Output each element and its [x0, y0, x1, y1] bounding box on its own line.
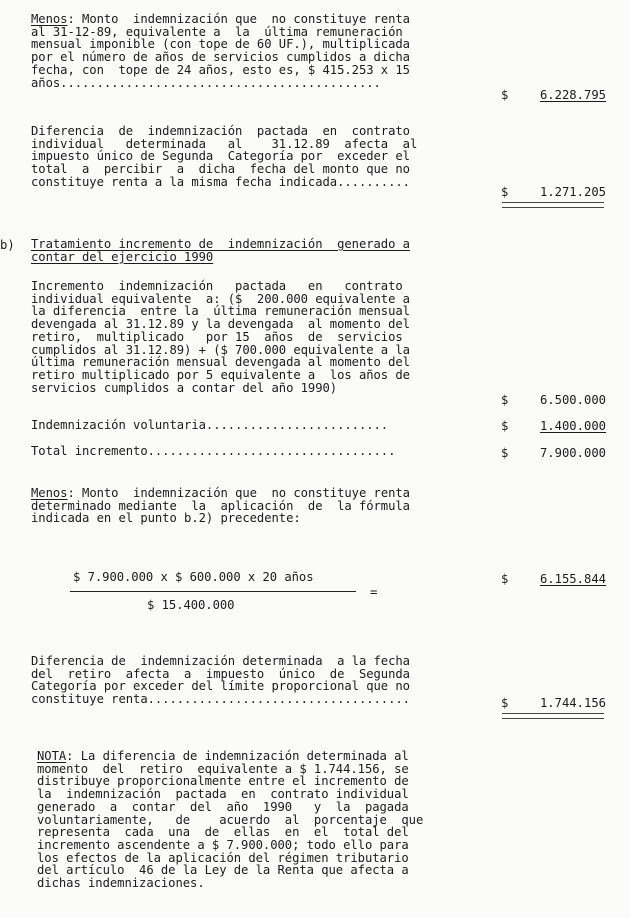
paragraph-line: distribuye proporcionalmente entre el incremento de — [37, 774, 409, 789]
paragraph-line: dichas indemnizaciones. — [37, 876, 205, 891]
paragraph-line: indicada en el punto b.2) precedente: — [31, 511, 301, 526]
paragraph-menos-formula — [31, 487, 479, 525]
paragraph-line: momento del retiro equivalente a $ 1.744.156, se — [37, 761, 409, 776]
amount-6228795 — [501, 89, 606, 141]
paragraph-line: determinado mediante la aplicación de la fórmula — [31, 498, 410, 513]
amount-value: 1.744.156 — [539, 696, 606, 710]
paragraph-line: Diferencia de indemnización determinada a la fecha — [31, 654, 410, 668]
paragraph-line: voluntariamente, de acuerdo al porcentaje que — [37, 812, 424, 827]
paragraph-line: constituye renta.................................... — [31, 692, 410, 707]
paragraph-nota — [37, 750, 485, 890]
paragraph-line: los efectos de la aplicación del régimen tributario — [37, 850, 409, 865]
paragraph-line: retiro multiplicado por 5 equivalente a los años de — [31, 367, 410, 382]
paragraph-line: Categoría por exceder del límite proporcional que no — [31, 679, 410, 694]
amount-value: 7.900.000 — [539, 446, 606, 460]
heading-line: Tratamiento incremento de indemnización generado a — [31, 237, 410, 251]
line-total-incremento — [31, 445, 479, 458]
formula-denominator: $ 15.400.000 — [147, 598, 235, 612]
paragraph-line: Menos: Monto indemnización que no constituye renta — [31, 12, 410, 26]
paragraph-line: del retiro afecta a impuesto único de Segunda — [31, 666, 410, 681]
paragraph-diferencia-determinada — [31, 655, 479, 706]
paragraph-line: NOTA: La diferencia de indemnización determinada al — [37, 749, 409, 763]
paragraph-line: la diferencia entre la última remuneración mensual — [31, 304, 410, 319]
paragraph-line: retiro, multiplicado por 15 años de servicios — [31, 329, 403, 344]
amount-value: 6.155.844 — [539, 572, 606, 586]
paragraph-line: individual equivalente a: ($ 200.000 equivalente a — [31, 291, 410, 306]
currency-symbol: $ — [501, 419, 509, 433]
paragraph-line: total a percibir a dicha fecha del monto que no — [31, 162, 410, 177]
paragraph-line: cumplidos al 31.12.89) + ($ 700.000 equivalente a la — [31, 342, 410, 357]
paragraph-menos-indemnizacion-1989 — [31, 13, 479, 89]
currency-symbol: $ — [501, 185, 509, 199]
paragraph-line: Incremento indemnización pactada en contrato — [31, 279, 403, 293]
paragraph-line: última remuneración mensual devengada al momento del — [31, 355, 410, 370]
currency-symbol: $ — [501, 446, 509, 460]
amount-1271205 — [501, 186, 606, 238]
currency-symbol: $ — [501, 572, 509, 586]
double-underline — [502, 202, 604, 208]
line-indemnizacion-voluntaria — [31, 419, 479, 432]
paragraph-line: la indemnización pactada en contrato individual — [37, 787, 409, 802]
amount-7900000 — [501, 447, 606, 499]
nota-label: NOTA — [37, 749, 67, 763]
currency-symbol: $ — [501, 88, 509, 102]
paragraph-line: Total incremento.................................. — [31, 444, 396, 458]
paragraph-line: años............................................ — [31, 75, 381, 90]
heading-line: contar del ejercicio 1990 — [31, 249, 214, 264]
menos-label: Menos — [31, 486, 68, 500]
paragraph-line: incremento ascendente a $ 7.900.000; todo ello para — [37, 837, 409, 852]
paragraph-line: devengada al 31.12.89 y la devengada al momento del — [31, 317, 410, 332]
currency-symbol: $ — [501, 696, 509, 710]
paragraph-line: generado a contar del año 1990 y la pagada — [37, 799, 409, 814]
section-heading — [31, 238, 479, 263]
amount-value: 1.271.205 — [539, 185, 606, 199]
paragraph-line: constituye renta a la misma fecha indicada.......... — [31, 174, 410, 189]
paragraph-line: Diferencia de indemnización pactada en contrato — [31, 124, 410, 138]
paragraph-line: mensual imponible (con tope de 60 UF.), multiplicada — [31, 37, 410, 52]
paragraph-line: por el número de años de servicios cumplidos a dicha — [31, 50, 410, 65]
equals-sign: = — [370, 585, 378, 599]
menos-label: Menos — [31, 12, 68, 26]
paragraph-line: Indemnización voluntaria......................... — [31, 418, 389, 432]
amount-6155844 — [501, 573, 606, 625]
paragraph-incremento-indemnizacion — [31, 280, 479, 394]
paragraph-line: del artículo 46 de la Ley de la Renta que afecta a — [37, 863, 409, 878]
paragraph-diferencia-pactada — [31, 125, 479, 189]
paragraph-line: al 31-12-89, equivalente a la última remuneración — [31, 24, 403, 39]
paragraph-line: representa cada una de ellas en el total del — [37, 825, 409, 840]
paragraph-line: servicios cumplidos a contar del año 1990) — [31, 380, 338, 395]
amount-1744156 — [501, 697, 606, 749]
paragraph-line: Menos: Monto indemnización que no constituye renta — [31, 486, 410, 500]
paragraph-line: impuesto único de Segunda Categoría por exceder el — [31, 149, 410, 164]
amount-value: 6.500.000 — [539, 393, 606, 407]
fraction-line — [70, 591, 356, 592]
section-marker: b) — [0, 238, 15, 252]
currency-symbol: $ — [501, 393, 509, 407]
paragraph-line: individual determinada al 31.12.89 afecta al — [31, 136, 418, 151]
paragraph-line: fecha, con tope de 24 años, esto es, $ 415.253 x 15 — [31, 62, 410, 77]
amount-value: 1.400.000 — [539, 419, 606, 433]
formula-numerator: $ 7.900.000 x $ 600.000 x 20 años — [73, 570, 314, 584]
double-underline — [502, 713, 604, 719]
amount-value: 6.228.795 — [539, 88, 606, 102]
